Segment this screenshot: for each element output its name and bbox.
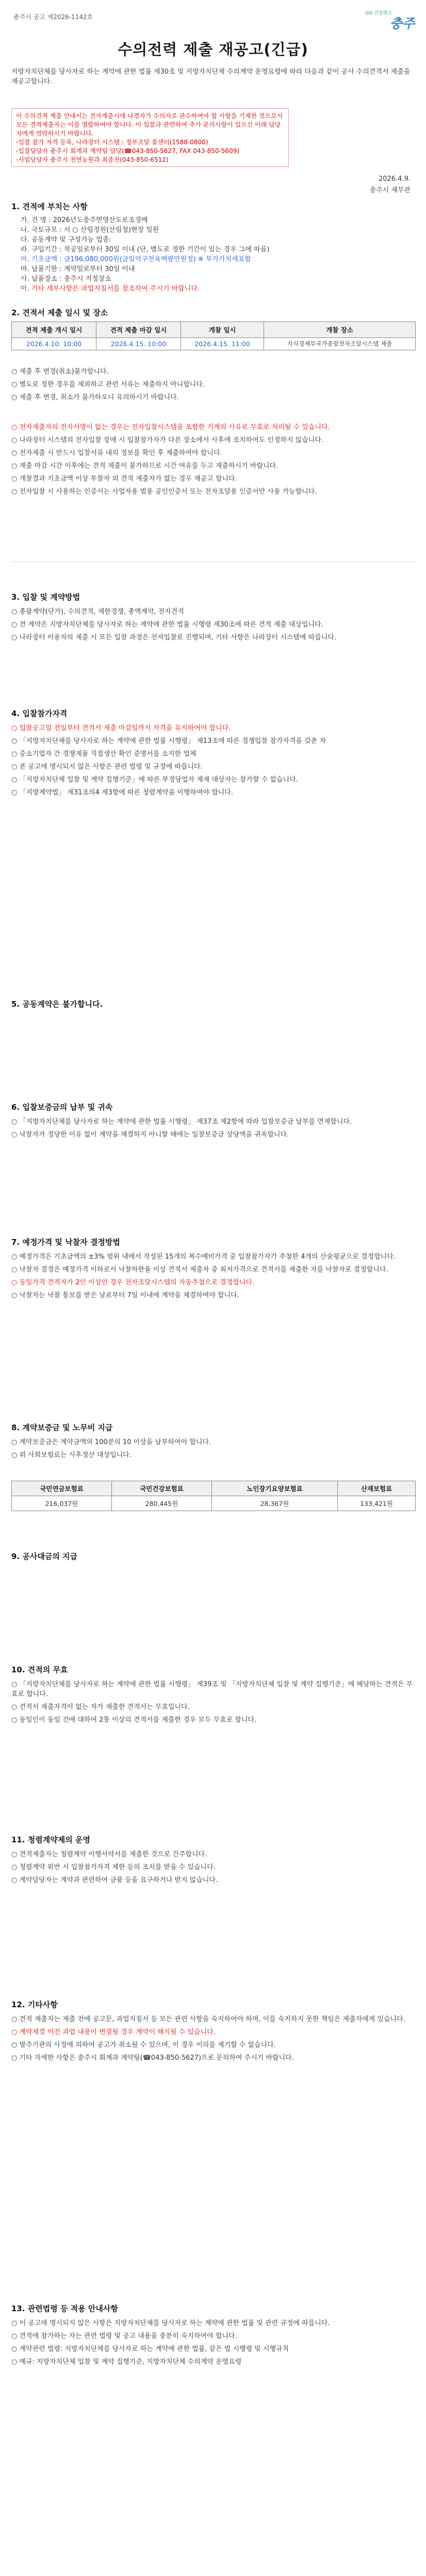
table-cell: 216,037원 [12, 1496, 112, 1511]
table-header: 국민건강보험료 [111, 1481, 211, 1496]
chungju-logo: 충주 [389, 16, 415, 31]
section4-list [11, 723, 416, 801]
list-item: ○ 견적서 제출자격이 없는 자가 제출한 견적서는 무효입니다. [11, 1703, 190, 1711]
section4-heading: 4. 입찰참가자격 [11, 709, 68, 718]
list-item: ○ 청렴계약 위반 시 입찰참가자격 제한 등의 조치를 받을 수 있습니다. [11, 1863, 216, 1871]
section2-heading: 2. 견적서 제출 일시 및 장소 [11, 308, 108, 317]
list-item: ○ 이 공고에 명시되지 않은 사항은 지방자치단체를 당사자로 하는 계약에 관한 법률 및 관련 규정에 따릅니다. [11, 2319, 330, 2327]
section1-list [21, 215, 407, 294]
list-item: ○ 나라장터 이용자의 제출 시 모든 입찰 과정은 전자입찰로 진행되며, 기타 사항은 나라장터 시스템에 따릅니다. [11, 634, 337, 641]
section10-heading: 10. 견적의 무효 [11, 1665, 68, 1674]
table-row [12, 338, 416, 350]
list-item: 마. 기초금액 : 금196,080,000원(금일억구천육백팔만원정) ※ 부가가치세포함 [21, 256, 251, 263]
table-cell: 28,367원 [211, 1496, 337, 1511]
table-header: 산재보험료 [338, 1481, 416, 1496]
list-item: ○ 계약보증금은 계약금액의 100분의 10 이상을 납부하여야 합니다. [11, 1438, 211, 1446]
detail-paragraph: ○ 전자제출자의 전자서명이 없는 경우는 전자입찰시스템을 포함한 기계의 사유로 무효로 처리될 수 있습니다. [11, 423, 330, 431]
section5-heading: 5. 공동계약은 불가합니다. [11, 999, 103, 1009]
notice-date: 2026.4.9. [378, 175, 411, 183]
list-item: 다. 공동계약 및 구성가능 업종: [21, 236, 111, 244]
note-item: ○ 별도로 정한 경우를 제외하고 관련 서류는 제출하지 아니합니다. [11, 381, 205, 388]
table-header: 견적 제출 마감 일시 [96, 322, 181, 338]
list-item: ○ 예정가격은 기초금액의 ±3% 범위 내에서 작성된 15개의 복수예비가격 중 입찰참가자가 추첨한 4개의 산술평균으로 결정합니다. [11, 1253, 396, 1261]
table-cell: 133,421원 [338, 1496, 416, 1511]
section13-list [11, 2318, 416, 2370]
list-item: ○ 위 사회보험료는 사후정산 대상입니다. [11, 1451, 132, 1459]
contact-box-line: 이 수의견적 제출 안내서는 전자계출시에 나경자가 수의자로 관수하여야 할 사항을 기재한 것으로서 모든 견적제출자는 이를 열람하여야 합니다. 이 입찰과 관련하여 추가 문의사항이 있으신 이래 담당자에게 연락하시기 바랍니다. [16, 112, 283, 137]
table-row [12, 1496, 416, 1511]
section3-heading: 3. 입찰 및 계약방법 [11, 592, 80, 602]
list-item: ○ 총괄계약(단가), 수의견적, 제한경쟁, 총액계약, 전자견적 [11, 608, 184, 616]
list-item: 사. 납품장소 : 충주시 지정장소 [21, 275, 111, 283]
schedule-table [11, 321, 416, 350]
intro-text: 지방자치단체를 당사자로 하는 계약에 관한 법률 제30조 및 지방자치단체 수의계약 운영요령에 따라 다음과 같이 공사 수의견적서 제출을 재공고합니다. [11, 68, 411, 86]
list-item: ○ 중소기업자 간 경쟁제품 직접생산 확인 증명서를 소지한 업체 [11, 750, 196, 758]
table-header: 노인장기요양보험료 [211, 1481, 337, 1496]
section2-notes [11, 367, 416, 405]
list-item: ○ 본 공고에 명시되지 않은 사항은 관련 법령 및 규정에 따릅니다. [11, 763, 203, 771]
list-item: ○ 견적 제출자는 제출 전에 공고문, 과업지침서 등 모든 관련 사항을 숙지하여야 하며, 이를 숙지하지 못한 책임은 제출자에게 있습니다. [11, 2015, 405, 2023]
list-item: ○ 계약체결 이전 과업 내용이 변경될 경우 계약이 해지될 수 있습니다. [11, 2028, 216, 2036]
table-header: 국민연금보험료 [12, 1481, 112, 1496]
note-item: ○ 제출 후 변경, 취소가 불가하오니 유의하시기 바랍니다. [11, 394, 179, 401]
list-item: ○ 「지방계약법」 제31조의4 제3항에 따른 청렴계약을 이행하여야 합니다. [11, 789, 233, 796]
list-item: ○ 계약담당자는 계약과 관련하여 금품 등을 요구하거나 받지 않습니다. [11, 1876, 218, 1884]
list-item: ○ 계약관련 법령: 지방자치단체를 당사자로 하는 계약에 관한 법률, 같은 법 시행령 및 시행규칙 [11, 2345, 289, 2353]
list-item: ○ 「지방자치단체 입찰 및 계약 집행기준」에 따른 부정당업자 제재 대상자는 참가할 수 없습니다. [11, 776, 298, 784]
section11-heading: 11. 청렴계약제의 운영 [11, 1835, 90, 1844]
detail-paragraph: ○ 개찰결과 기초금액 이상 투찰자 외 견적 제출자가 없는 경우 재공고 합니다. [11, 475, 237, 483]
list-item: ○ 「지방자치단체를 당사자로 하는 계약에 관한 법률 시행령」 제13조에 따른 경쟁입찰 참가자격을 갖춘 자 [11, 737, 326, 745]
section8-heading: 8. 계약보증금 및 노무비 지급 [11, 1423, 113, 1432]
section11-list [11, 1850, 416, 1888]
section2-details [11, 422, 416, 500]
notice-issuer: 충주시 재무관 [369, 187, 411, 194]
section7-heading: 7. 예정가격 및 낙찰자 결정방법 [11, 1238, 120, 1247]
list-item: ○ 입찰공고일 전일부터 견적서 제출 마감일까지 자격을 유지하여야 합니다. [11, 724, 231, 732]
list-item: ○ 기타 자세한 사항은 충주시 회계과 계약팀(☎043-850-5627)으로 문의하여 주시기 바랍니다. [11, 2054, 294, 2062]
list-item: ○ 「지방자치단체를 당사자로 하는 계약에 관한 법률 시행령」 제39조 및 「지방자치단체 입찰 및 계약 집행기준」에 해당하는 견적은 무효로 합니다. [11, 1681, 413, 1698]
section6-heading: 6. 입찰보증금의 납부 및 귀속 [11, 1103, 113, 1112]
notice-number: 충주시 공고 제2026-1142호 [13, 13, 93, 21]
section9-heading: 9. 공사대금의 지급 [11, 1552, 78, 1561]
note-item: ○ 제출 후 변경(취소)불가합니다. [11, 368, 109, 376]
contact-box [11, 108, 289, 167]
list-item: ○ 낙찰자 결정은 예정가격 이하로서 낙찰하한율 이상 견적서 제출자 중 최저가격으로 견적서를 제출한 자를 낙찰자로 결정합니다. [11, 1266, 388, 1274]
table-header: 견적 제출 개시 일시 [12, 322, 96, 338]
table-header: 개찰 일시 [181, 322, 264, 338]
section12-heading: 12. 기타사항 [11, 2000, 58, 2009]
list-item: 가. 건 명 : 2026년도충주면영산도로조경배 [21, 216, 148, 224]
list-item: ○ 발주기관의 사정에 의하여 공고가 취소될 수 있으며, 이 경우 이의를 제기할 수 없습니다. [11, 2041, 276, 2049]
list-item: ○ 동일인이 동일 건에 대하여 2통 이상의 견적서를 제출한 경우 모두 무효로 합니다. [11, 1716, 257, 1724]
table-cell: 지식경제부국가종합전자조달시스템 제출 [264, 338, 416, 350]
list-item: 나. 국토규모 : 서 ○ 산림정원(산림청)현장 일원 [21, 226, 159, 234]
list-item: ○ 견 계약은 지방자치단체를 당사자로 하는 계약에 관한 법률 시행령 제30조에 따른 견적 제출 대상입니다. [11, 621, 323, 629]
logo-tagline: GO 건강하고 [365, 11, 392, 16]
section7-list [11, 1252, 416, 1303]
detail-paragraph: ○ 전자입찰 시 사용하는 인증서는 사업자용 범용 공인인증서 또는 전자조달용 인증서만 사용 가능합니다. [11, 488, 317, 496]
list-item: ○ 예규: 지방자치단체 입찰 및 계약 집행기준, 지방자치단체 수의계약 운영요령 [11, 2358, 242, 2366]
table-cell: 2026.4.15. 10:00 [96, 338, 181, 350]
section6-list [11, 1117, 416, 1143]
list-item: 아. 기타 세부사항은 과업지침서를 참조하여 주시기 바랍니다. [21, 285, 200, 293]
list-item: 바. 납품기한 : 계약일로부터 30일 이내 [21, 265, 135, 273]
detail-paragraph: ○ 제출 마감 시간 이후에는 견적 제출이 불가하므로 시간 여유를 두고 제출하시기 바랍니다. [11, 462, 278, 470]
section10-list [11, 1680, 416, 1728]
list-item: ○ 낙찰자가 정당한 이유 없이 계약을 체결하지 아니할 때에는 입찰보증금 상당액을 귀속합니다. [11, 1131, 289, 1139]
table-cell: 280,445원 [111, 1496, 211, 1511]
list-item: ○ 낙찰자는 낙찰 통보를 받은 날로부터 7일 이내에 계약을 체결하여야 합니다. [11, 1292, 239, 1299]
list-item: 라. 구입기간 : 착공일로부터 30일 이내 (단, 별도로 정한 기간이 있는 경우 그에 따름) [21, 246, 270, 253]
insurance-table [11, 1481, 416, 1511]
section12-list [11, 2014, 416, 2066]
contact-box-line: -입찰담당자 충주시 회계과 계약팀 담당(☎043-850-5627, FAX 043-850-5609) [16, 147, 240, 155]
table-cell: 2026.4.10. 10:00 [12, 338, 96, 350]
detail-paragraph: ○ 나라장터 시스템의 전자입찰 장애 시 입찰참가자가 다른 장소에서 사후에 조치하여도 인정하지 않습니다. [11, 436, 324, 444]
section13-heading: 13. 관련법령 등 적용 안내사항 [11, 2304, 118, 2313]
list-item: ○ 견적에 참가하는 자는 관련 법령 및 공고 내용을 충분히 숙지하여야 합니다. [11, 2332, 237, 2340]
list-item: ○ 견적제출자는 청렴계약 이행서약서를 제출한 것으로 간주합니다. [11, 1851, 207, 1858]
contact-box-line: -입찰 참가 자격 등록, 나라장터 시스템 : 정부조달 콜센터(1588-0800) [16, 139, 208, 146]
section3-list [11, 607, 416, 646]
section1-heading: 1. 견적에 부치는 사항 [11, 202, 88, 211]
list-item: ○ 「지방자치단체를 당사자로 하는 계약에 관한 법률 시행령」 제37조 제2항에 따라 입찰보증금 납부를 면제합니다. [11, 1118, 352, 1126]
section8-list [11, 1437, 416, 1463]
page-title: 수의전력 제출 재공고(긴급) [118, 41, 308, 58]
table-header: 개찰 장소 [264, 322, 416, 338]
contact-box-line: -사업담당자 충주시 천연농원과 최종천(043-850-6512) [16, 156, 169, 163]
table-cell: 2026.4.15. 11:00 [181, 338, 264, 350]
detail-paragraph: ○ 전자제출 시 반드시 입찰서류 내의 정보를 확인 후 제출하여야 합니다. [11, 449, 222, 457]
list-item: ○ 동일가격 견적자가 2인 이상인 경우 전자조달시스템의 자동추첨으로 결정합니다. [11, 1279, 255, 1286]
